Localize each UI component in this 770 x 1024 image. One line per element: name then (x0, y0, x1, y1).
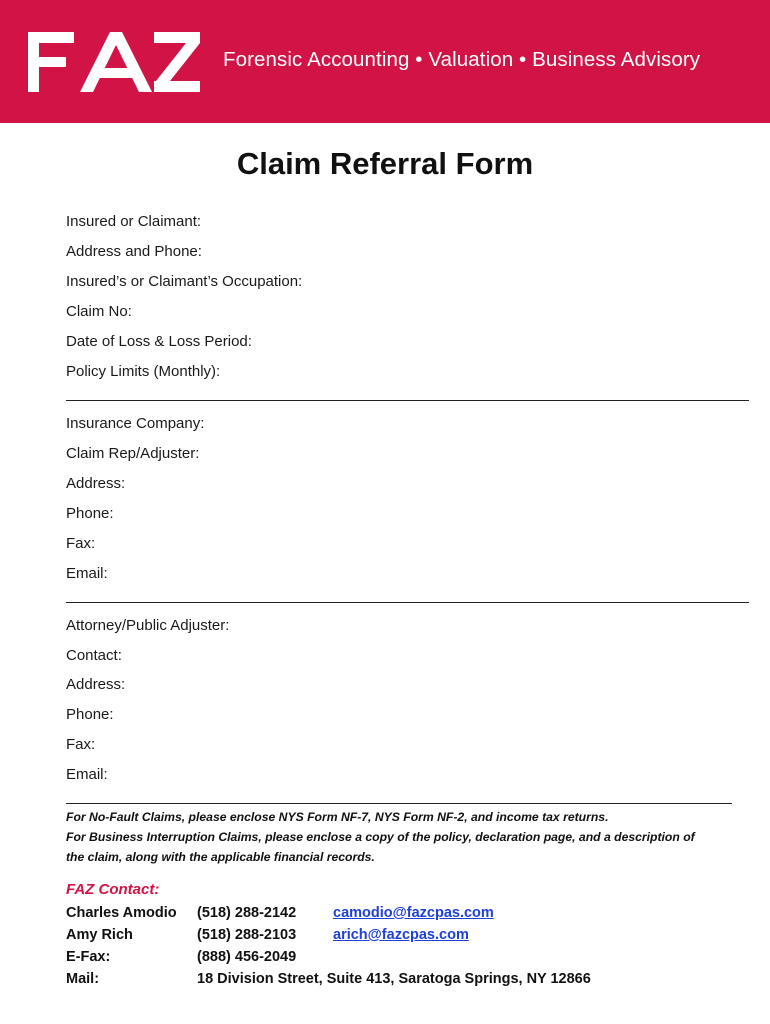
contact-phone: (518) 288-2142 (197, 905, 297, 921)
field-attorney-fax: Fax: (66, 736, 96, 753)
section-divider (66, 400, 749, 401)
field-attorney: Attorney/Public Adjuster: (66, 617, 230, 634)
note-no-fault: For No-Fault Claims, please enclose NYS Form NF-7, NYS Form NF-2, and income tax returns. (66, 810, 609, 824)
field-company-phone: Phone: (66, 505, 114, 522)
tagline: Forensic Accounting • Valuation • Business Advisory (223, 48, 701, 71)
field-policy-limits: Policy Limits (Monthly): (66, 363, 221, 380)
field-company-email: Email: (66, 565, 108, 582)
field-claim-no: Claim No: (66, 303, 132, 320)
field-date-of-loss: Date of Loss & Loss Period: (66, 333, 252, 350)
field-attorney-address: Address: (66, 676, 126, 693)
page-title: Claim Referral Form (236, 146, 534, 181)
section-divider (66, 803, 732, 804)
field-attorney-email: Email: (66, 766, 108, 783)
mail-address: 18 Division Street, Suite 413, Saratoga Springs, NY 12866 (197, 971, 591, 987)
field-company-address: Address: (66, 475, 126, 492)
field-claim-rep: Claim Rep/Adjuster: (66, 445, 200, 462)
field-insured-claimant: Insured or Claimant: (66, 213, 202, 230)
contact-email-link[interactable]: camodio@fazcpas.com (333, 905, 494, 921)
section-divider (66, 602, 749, 603)
field-contact: Contact: (66, 647, 122, 664)
field-company-fax: Fax: (66, 535, 96, 552)
field-attorney-phone: Phone: (66, 706, 114, 723)
note-business-interruption-cont: the claim, along with the applicable financial records. (66, 850, 375, 864)
note-business-interruption: For Business Interruption Claims, please enclose a copy of the policy, declaration page, and a description of (66, 830, 695, 844)
field-occupation: Insured’s or Claimant’s Occupation: (66, 273, 303, 290)
header-banner (0, 0, 770, 123)
instructions-notes (66, 807, 746, 867)
contact-email-link[interactable]: arich@fazcpas.com (333, 927, 469, 943)
faz-logo (26, 30, 204, 94)
field-address-phone: Address and Phone: (66, 243, 202, 260)
efax-label: E-Fax: (66, 949, 111, 965)
contact-name: Charles Amodio (66, 905, 177, 921)
contact-name: Amy Rich (66, 927, 133, 943)
field-insurance-company: Insurance Company: (66, 415, 205, 432)
contact-phone: (518) 288-2103 (197, 927, 297, 943)
contact-heading: FAZ Contact: (66, 881, 160, 898)
efax-number: (888) 456-2049 (197, 949, 297, 965)
mail-label: Mail: (66, 971, 100, 987)
